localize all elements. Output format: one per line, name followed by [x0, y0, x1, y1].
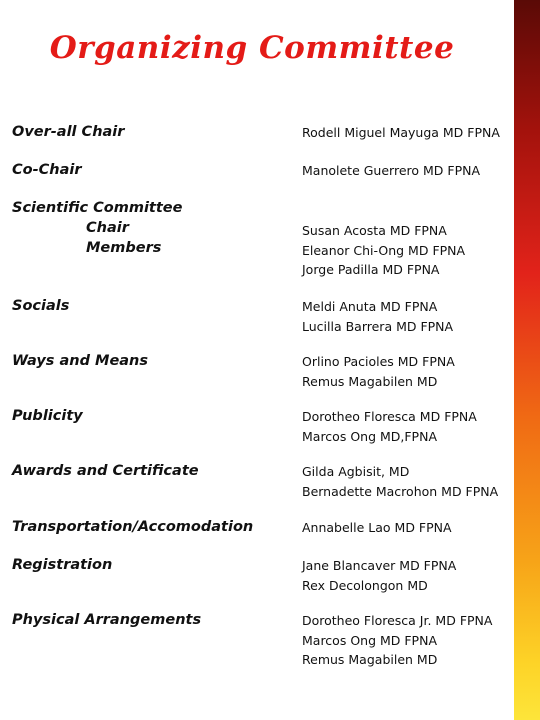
names-co-chair [302, 161, 480, 181]
role-transportation-accomodation: Transportation/Accomodation [12, 519, 254, 535]
member-name: Eleanor Chi-Ong MD FPNA [302, 242, 466, 258]
member-name: Gilda Agbisit, MD [302, 464, 410, 479]
member-name: Jane Blancaver MD FPNA [302, 558, 457, 573]
names-transportation-accomodation [302, 518, 452, 538]
member-name: Marcos Ong MD,FPNA [302, 428, 437, 444]
role-label: Scientific Committee [12, 200, 183, 216]
role-registration: Registration [12, 557, 113, 573]
role-awards-and-certificate: Awards and Certificate [12, 463, 199, 479]
names-physical-arrangements [302, 611, 492, 670]
member-name: Meldi Anuta MD FPNA [302, 299, 438, 314]
member-name: Marcos Ong MD FPNA [302, 632, 437, 648]
member-name: Orlino Pacioles MD FPNA [302, 354, 455, 369]
member-name: Jorge Padilla MD FPNA [302, 262, 440, 277]
member-name: Lucilla Barrera MD FPNA [302, 318, 454, 334]
names-overall-chair [302, 123, 500, 143]
member-name: Remus Magabilen MD [302, 652, 438, 667]
names-socials [302, 297, 453, 336]
role-co-chair: Co-Chair [12, 162, 82, 178]
member-name: Manolete Guerrero MD FPNA [302, 163, 481, 178]
names-scientific-committee [302, 221, 465, 280]
sub-role-chair: Chair [86, 220, 129, 236]
names-registration [302, 556, 456, 595]
role-overall-chair: Over-all Chair [12, 124, 125, 140]
member-name: Rex Decolongon MD [302, 577, 428, 593]
member-name: Dorotheo Floresca Jr. MD FPNA [302, 613, 493, 628]
names-ways-and-means [302, 352, 455, 391]
member-name: Susan Acosta MD FPNA [302, 223, 447, 238]
names-awards-and-certificate [302, 462, 498, 501]
role-publicity: Publicity [12, 408, 83, 424]
member-name: Remus Magabilen MD [302, 373, 438, 389]
member-name: Bernadette Macrohon MD FPNA [302, 483, 499, 499]
role-scientific-committee [12, 198, 182, 258]
names-publicity [302, 407, 477, 446]
member-name: Rodell Miguel Mayuga MD FPNA [302, 125, 500, 140]
page-title: Organizing Committee [49, 30, 455, 66]
role-socials: Socials [12, 298, 70, 314]
role-physical-arrangements: Physical Arrangements [12, 612, 202, 628]
role-ways-and-means: Ways and Means [12, 353, 149, 369]
sub-role-members: Members [86, 240, 162, 256]
member-name: Annabelle Lao MD FPNA [302, 520, 452, 535]
member-name: Dorotheo Floresca MD FPNA [302, 409, 477, 424]
decorative-gradient-bar [514, 0, 540, 720]
